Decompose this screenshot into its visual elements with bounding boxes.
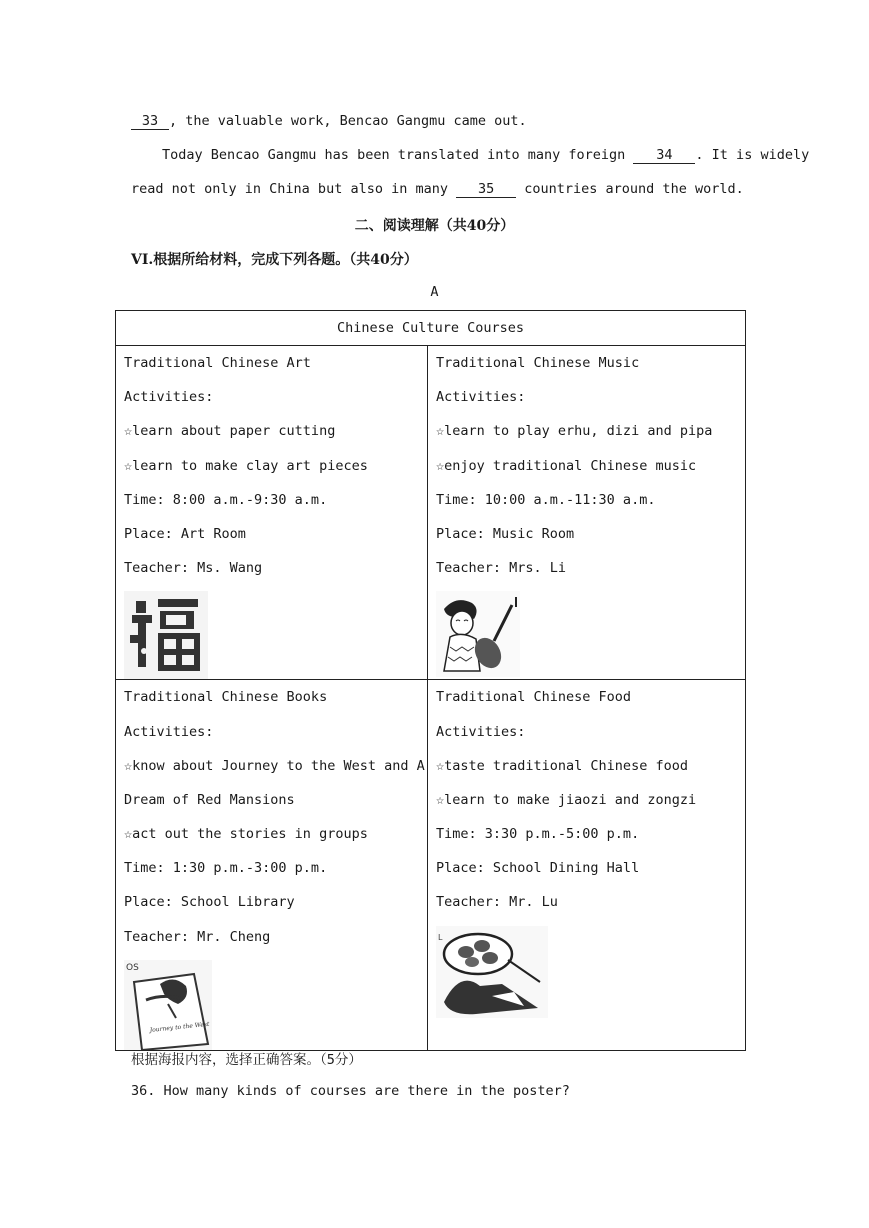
question-36: 36. How many kinds of courses are there in the poster? [131,1083,570,1099]
course-teacher: Teacher: Ms. Wang [124,560,263,577]
course-card-food [428,680,746,1051]
blank-33: 33 [131,113,169,130]
activity-item: ☆learn to play erhu, dizi and pipa [436,423,713,440]
course-card-music [428,346,746,680]
intro-line-1 [131,113,527,130]
course-place: Place: Art Room [124,525,246,542]
course-name: Traditional Chinese Books [124,689,328,706]
course-name: Traditional Chinese Music [436,355,640,371]
intro-line-3 [131,181,744,198]
svg-text:OS: OS [126,962,139,973]
intro-line-2-text: Today Bencao Gangmu has been translated into many foreign [162,147,626,163]
course-card-art [116,346,428,680]
activity-item: ☆learn about paper cutting [124,423,336,440]
course-time: Time: 10:00 a.m.-11:30 a.m. [436,491,656,508]
activities-label: Activities: [124,723,214,740]
pipa-player-icon [436,591,520,677]
blank-34: 34 [633,147,695,164]
fu-paper-cut-icon [124,591,208,679]
intro-line-1-text: , the valuable work, Bencao Gangmu came out. [169,113,527,129]
course-name: Traditional Chinese Food [436,689,632,706]
intro-line-2 [162,147,809,164]
course-teacher: Teacher: Mrs. Li [436,560,567,577]
book-cover-title: Journey to the West [149,1020,210,1034]
question-instruction: 根据海报内容，选择正确答案。（5分） [131,1052,362,1068]
course-time: Time: 1:30 p.m.-3:00 p.m. [124,860,328,877]
activity-item: ☆enjoy traditional Chinese music [436,457,697,474]
section-instruction: VI.根据所给材料，完成下列各题。（共40分） [131,252,418,268]
course-name: Traditional Chinese Art [124,355,311,371]
activities-label: Activities: [124,389,214,406]
course-place: Place: School Library [124,894,295,911]
activity-item: ☆taste traditional Chinese food [436,757,688,774]
activity-item: ☆know about Journey to the West and A [124,757,425,774]
intro-line-2-tail: . It is widely [695,147,810,163]
course-card-books [116,680,428,1051]
course-teacher: Teacher: Mr. Cheng [124,928,271,945]
activity-item: ☆learn to make jiaozi and zongzi [436,791,697,808]
activities-label: Activities: [436,389,526,406]
passage-label: A [430,284,439,300]
svg-text:L: L [438,932,443,942]
course-place: Place: Music Room [436,525,575,542]
activity-item: ☆act out the stories in groups [124,826,368,843]
course-time: Time: 3:30 p.m.-5:00 p.m. [436,826,640,843]
course-teacher: Teacher: Mr. Lu [436,894,558,911]
activity-item: Dream of Red Mansions [124,791,295,808]
poster-title: Chinese Culture Courses [116,311,746,346]
course-time: Time: 8:00 a.m.-9:30 a.m. [124,491,328,508]
blank-35: 35 [456,181,516,198]
dumplings-zongzi-icon [436,926,548,1018]
courses-poster-table [115,310,746,1051]
intro-line-3-text: read not only in China but also in many [131,181,448,197]
book-cover-icon [124,960,212,1050]
activities-label: Activities: [436,723,526,740]
intro-line-3-tail: countries around the world. [524,181,744,197]
activity-item: ☆learn to make clay art pieces [124,457,368,474]
section-heading: 二、阅读理解（共40分） [354,218,515,234]
course-place: Place: School Dining Hall [436,860,640,877]
